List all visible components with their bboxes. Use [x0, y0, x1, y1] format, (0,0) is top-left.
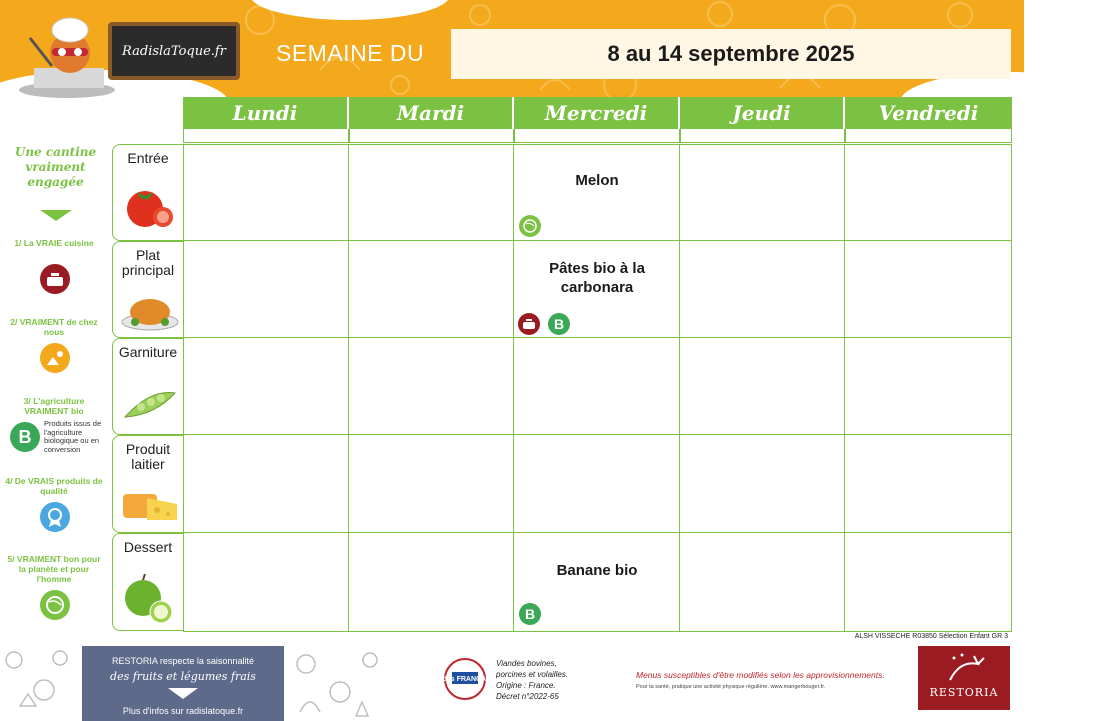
day-subheader	[183, 129, 349, 143]
peas-icon	[121, 379, 179, 425]
sidebar-title: Une cantine vraiment engagée	[14, 145, 97, 189]
cooking-pot-icon	[40, 264, 70, 294]
menu-cell	[679, 144, 846, 242]
roast-chicken-icon	[121, 292, 179, 332]
menu-cell	[183, 144, 350, 242]
menu-cell	[679, 337, 846, 436]
category-plat	[112, 241, 183, 338]
day-header-mercredi: Mercredi	[514, 97, 680, 129]
chef-mascot-icon	[12, 8, 122, 100]
dish-plat: Pâtes bio à la carbonara	[549, 260, 645, 296]
dish-dessert: Banane bio	[556, 562, 638, 579]
menu-notice: Menus susceptibles d'être modifiés selon les approvisionnements.	[636, 670, 885, 680]
restoria-logo	[918, 646, 1010, 710]
footer	[0, 646, 1024, 721]
planet-icon	[519, 215, 541, 237]
meat-origin-text	[496, 658, 616, 702]
seasonality-box	[82, 646, 284, 721]
meat-origin-line: Viandes bovines,	[496, 659, 557, 668]
menu-cell	[348, 434, 515, 534]
svg-text:B: B	[18, 427, 32, 447]
menu-cell	[183, 240, 350, 339]
menu-cell	[183, 434, 350, 534]
week-label: SEMAINE DU	[276, 40, 425, 66]
menu-cell	[183, 337, 350, 436]
day-subheader	[680, 129, 845, 143]
menu-cell	[844, 532, 1012, 632]
restoria-brand: RESTORIA	[929, 686, 999, 699]
radislatoque-logo[interactable]	[12, 8, 232, 100]
menu-cell	[513, 434, 681, 534]
logo-chalkboard: RadislaToque.fr	[108, 22, 240, 80]
category-entree	[112, 144, 183, 241]
svg-text:Viandes FRANÇAISES: Viandes FRANÇAISES	[427, 676, 503, 683]
category-label: Garniture	[118, 344, 178, 360]
menu-cell	[348, 240, 515, 339]
bio-b-icon	[10, 422, 40, 452]
category-garniture	[112, 338, 183, 435]
category-label: Entrée	[127, 150, 169, 166]
tomato-icon	[121, 183, 179, 229]
apple-icon	[121, 572, 179, 624]
commitment-label: 1/ La VRAIE cuisine	[14, 238, 94, 248]
cheese-icon	[121, 488, 179, 526]
category-dessert	[112, 533, 183, 631]
menu-cell	[348, 337, 515, 436]
menu-cell	[679, 532, 846, 632]
menu-cell	[348, 144, 515, 242]
day-subheader	[845, 129, 1012, 143]
menu-cell	[844, 240, 1012, 339]
menu-cell-dessert-mercredi	[513, 532, 681, 632]
commitment-label: 5/ VRAIMENT bon pour la planète et pour l'homme	[7, 554, 101, 584]
category-label: Dessert	[123, 539, 173, 555]
triangle-down-icon	[40, 210, 72, 221]
commitment-label: 2/ VRAIMENT de chez nous	[10, 317, 98, 337]
day-header-vendredi: Vendredi	[845, 97, 1012, 129]
day-header-lundi: Lundi	[183, 97, 349, 129]
svg-text:B: B	[524, 606, 536, 622]
quality-ribbon-icon	[40, 502, 70, 532]
menu-cell	[844, 337, 1012, 436]
category-label: Plat principal	[121, 247, 175, 278]
menu-cell	[844, 144, 1012, 242]
menu-cell-entree-mercredi	[513, 144, 681, 242]
bio-note: Produits issus de l'agriculture biologique ou en conversion	[44, 419, 102, 454]
seasonality-line2: des fruits et légumes frais	[110, 670, 256, 683]
menu-cell-plat-mercredi	[513, 240, 681, 339]
menu-cell	[348, 532, 515, 632]
triangle-down-icon	[168, 688, 198, 699]
category-laitier	[112, 435, 183, 533]
category-label: Produit laitier	[125, 441, 171, 472]
menu-cell	[679, 434, 846, 534]
day-subheader	[349, 129, 514, 143]
commitment-label: 3/ L'agriculture VRAIMENT bio	[23, 396, 85, 416]
day-subheader	[514, 129, 680, 143]
commitment-label: 4/ De VRAIS produits de qualité	[5, 476, 103, 496]
menu-reference: ALSH VISSECHE R03850 Sélection Enfant GR 3	[854, 633, 1008, 640]
menu-cell	[844, 434, 1012, 534]
planet-icon	[40, 590, 70, 620]
seasonality-line1: RESTORIA respecte la saisonnalité	[112, 656, 254, 666]
day-header-jeudi: Jeudi	[680, 97, 845, 129]
bio-b-icon	[548, 313, 570, 335]
menu-cell	[679, 240, 846, 339]
svg-text:B: B	[553, 316, 565, 332]
menu-cell	[513, 337, 681, 436]
dish-entree: Melon	[575, 172, 619, 189]
date-range: 8 au 14 septembre 2025	[607, 41, 855, 66]
health-notice: Pour ta santé, pratique une activité physique régulière. www.mangerbouger.fr.	[636, 684, 826, 690]
menu-cell	[183, 532, 350, 632]
day-header-mardi: Mardi	[349, 97, 514, 129]
meat-origin-line: Origine : France.	[496, 681, 556, 690]
viandes-francaises-logo	[427, 658, 503, 700]
local-farm-icon	[40, 343, 70, 373]
meat-origin-line: porcines et volailles.	[496, 670, 569, 679]
meat-origin-line: Décret n°2022-65	[496, 692, 559, 701]
more-info-link[interactable]: Plus d'infos sur radislatoque.fr	[122, 706, 244, 716]
date-box	[451, 29, 1011, 79]
deer-emblem-icon	[940, 650, 988, 684]
bio-b-icon	[519, 603, 541, 625]
cooking-pot-icon	[518, 313, 540, 335]
